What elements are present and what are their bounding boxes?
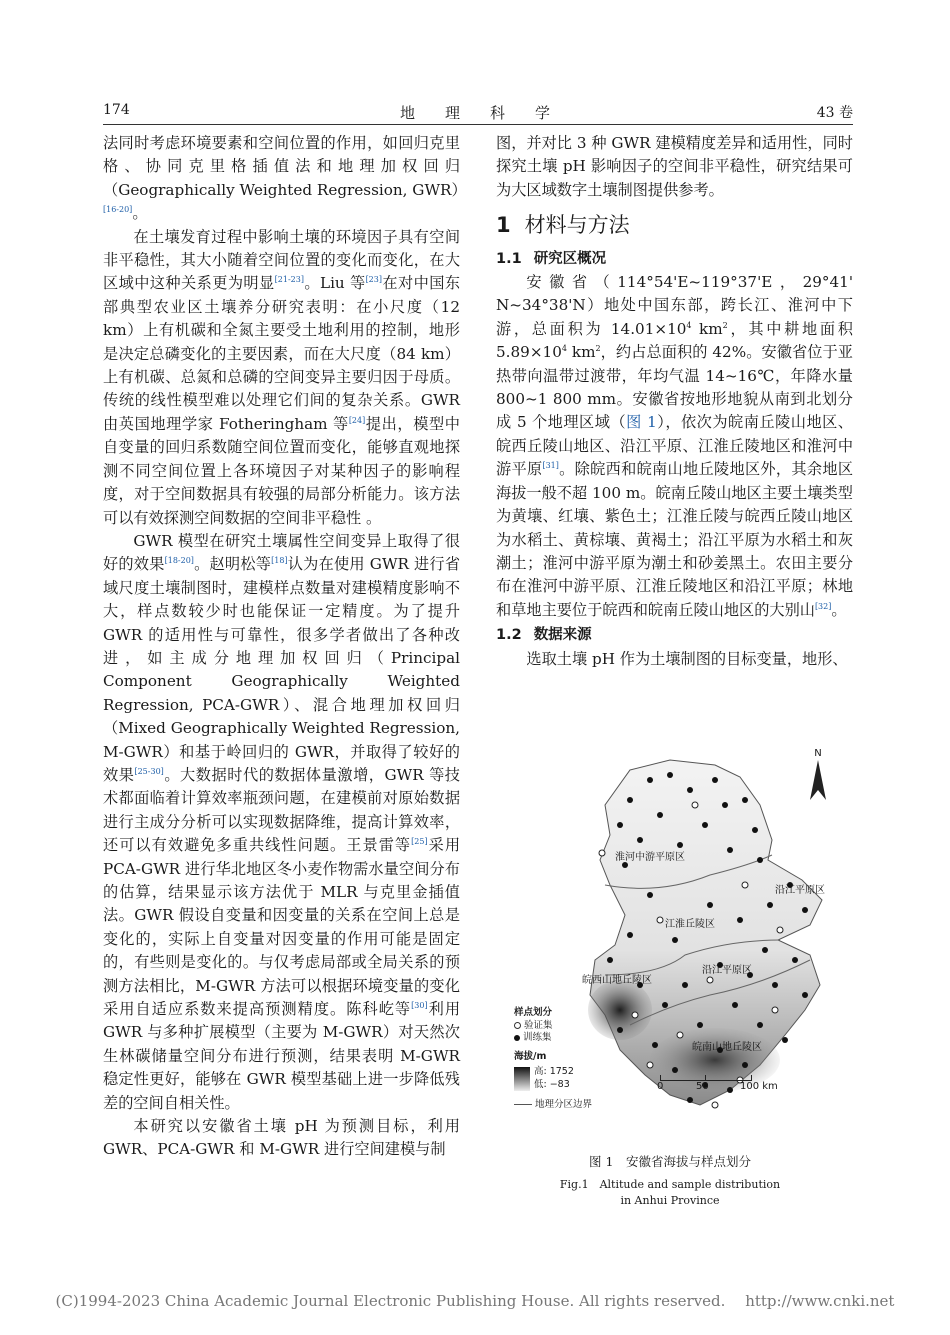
boundary-line-icon <box>514 1104 532 1105</box>
north-label: N <box>814 748 822 759</box>
citation[interactable]: [25] <box>411 837 428 847</box>
elevation-ramp <box>514 1067 530 1091</box>
header-rule <box>103 124 853 125</box>
citation[interactable]: [25-30] <box>134 766 164 776</box>
paragraph: 选取土壤 pH 作为土壤制图的目标变量，地形、 <box>526 649 848 668</box>
region-label: 皖西山地丘陵区 <box>582 975 652 986</box>
figure-caption-en: in Anhui Province <box>620 1194 720 1207</box>
figure-caption-cn: 图 1 安徽省海拔与样点划分 <box>589 1154 751 1169</box>
citation[interactable]: [31] <box>542 461 559 471</box>
citation[interactable]: [32] <box>814 601 832 611</box>
copyright-footer: (C)1994-2023 China Academic Journal Electronic Publishing House. All rights reserved. http://www.cnki.net <box>55 1292 895 1310</box>
region-label: 沿江平原区 <box>775 885 825 896</box>
citation[interactable]: [23] <box>365 275 382 285</box>
subsection-heading: 1.1 研究区概况 <box>496 250 607 267</box>
paragraph: 在土壤发育过程中影响土壤的环境因子具有空间非平稳性，其大小随着空间位置的变化而变化，在大区域中这种关系更为明显[21-23]。Liu 等[23]在对中国东部典型农业区土壤养分研究表明：在小尺度（12 km）上有机碳和全氮主要受土地利用的控制，地形是决定总磷变化的主要因素，而在大尺度（84 km）上有机碳、总氮和总磷的空间变异主要归因于母质。传统的线性模型难以处理它们间的复杂关系。GWR 由英国地理学家 Fotheringham 等[24]提出，模型中自变量的回归系数随空间位置而变化，能够直观地探测不同空间位置上各环境因子对某种因子的影响程度，对于空间数据具有较强的局部分析能力。该方法可以有效探测空间数据的空间非平稳性 。 <box>103 227 461 527</box>
figure-caption-en: Fig.1 Altitude and sample distribution <box>559 1178 781 1191</box>
section-heading: 1 材料与方法 <box>496 213 630 238</box>
left-column <box>103 132 467 1162</box>
map-legend: 样点划分 验证集 训练集 海拔/m 高: 1752 低: −83 地理分区边界 <box>514 1007 593 1110</box>
region-label: 江淮丘陵区 <box>665 919 715 930</box>
citation[interactable]: [18] <box>271 556 288 566</box>
citation[interactable]: [30] <box>411 1000 428 1010</box>
citation[interactable]: [16-20] <box>103 205 133 215</box>
volume-label: 43 卷 <box>816 105 853 121</box>
legend-title: 样点划分 <box>514 1007 553 1018</box>
right-column <box>496 132 853 671</box>
paragraph: 安徽省（114°54'E~119°37'E，29°41' N~34°38'N）地处中国东部，跨长江、淮河中下游，总面积为 $14.01\times 10^4$ $km^2$，其中耕地面积 $5.89\times 10^4$ $km^2$，约占总面积的 42%。安徽省位于亚热带向温带过渡带，年均气温 14~16℃，年降水量 800~1 800 mm。安徽省按地形地貌从南到北划分成 5 个地理区域（图 1），依次为皖南丘陵山地区、皖西丘陵山地区、沿江平原、江淮丘陵地区和淮河中游平原[31]。除皖西和皖南山地丘陵地区外，其余地区海拔一般不超 100 m。皖南丘陵山地区主要土壤类型为黄壤、红壤、紫色土；江淮丘陵与皖西丘陵山地区为水稻土、黄棕壤、黄褐土；沿江平原为水稻土和灰潮土；淮河中游平原为潮土和砂姜黑土。农田主要分布在淮河中游平原、江淮丘陵地区和沿江平原；林地和草地主要位于皖西和皖南丘陵山地区的大别山[32]。 <box>496 273 854 619</box>
citation[interactable]: [21-23] <box>274 275 304 285</box>
paragraph: 本研究以安徽省土壤 pH 为预测目标，利用 GWR、PCA-GWR 和 M-GWR 进行空间建模与制 <box>103 1117 460 1159</box>
paragraph: GWR 模型在研究土壤属性空间变异上取得了很好的效果[18-20]。赵明松等[18]认为在使用 GWR 进行省域尺度土壤制图时，建模样点数量对建模精度影响不大，样点数较少时也能保证一定精度。为了提升 GWR 的适用性与可靠性，很多学者做出了各种改进，如主成分地理加权回归（Principal Component Geographically Weighted Regression, PCA-GWR）、混合地理加权回归（Mixed Geographically Weighted Regression, M-GWR）和基于岭回归的 GWR，并取得了较好的效果[25-30]。大数据时代的数据体量激增，GWR 等技术都面临着计算效率瓶颈问题，在建模前对原始数据进行主成分分析可以实现数据降维，提高计算效率，还可以有效避免多重共线性问题。王景雷等[25]采用 PCA-GWR 进行华北地区冬小麦作物需水量空间分布的估算，结果显示该方法优于 MLR 与克里金插值法。GWR 假设自变量和因变量的关系在空间上总是变化的，实际上自变量对因变量的作用可能是固定的，有些则是变化的。与仅考虑局部或全局关系的预测方法相比，M-GWR 方法可以根据环境变量的变化采用自适应系数来提高预测精度。陈科屹等[30]利用 GWR 与多种扩展模型（主要为 M-GWR）对天然次生林碳储量空间分布进行预测，结果表明 M-GWR 稳定性更好，能够在 GWR 模型基础上进一步降低残差的空间自相关性。 <box>103 531 461 1112</box>
north-arrow-icon <box>810 760 826 800</box>
anhui-map-figure <box>510 745 850 1140</box>
page-number: 174 <box>103 102 130 118</box>
paragraph: 图，并对比 3 种 GWR 建模精度差异和适用性，同时探究土壤 pH 影响因子的空间非平稳性，研究结果可为大区域数字土壤制图提供参考。 <box>496 134 853 199</box>
scale-bar: 0 50 100 km <box>660 1075 790 1093</box>
subsection-heading: 1.2 数据来源 <box>496 627 592 644</box>
figure-link[interactable]: 图 1 <box>626 413 657 432</box>
citation[interactable]: [18-20] <box>164 556 194 566</box>
region-label: 皖南山地丘陵区 <box>692 1042 762 1053</box>
validation-dot-icon <box>514 1022 521 1029</box>
training-dot-icon <box>514 1035 520 1041</box>
citation[interactable]: [24] <box>348 415 366 425</box>
region-label: 沿江平原区 <box>702 965 752 976</box>
journal-title: 地理科学 <box>399 104 580 122</box>
paragraph: 法同时考虑环境要素和空间位置的作用，如回归克里格、协同克里格插值法和地理加权回归（Geographically Weighted Regression, GWR）[16-20]。 <box>103 134 467 223</box>
region-label: 淮河中游平原区 <box>615 852 685 863</box>
elevation-title: 海拔/m <box>514 1050 547 1062</box>
